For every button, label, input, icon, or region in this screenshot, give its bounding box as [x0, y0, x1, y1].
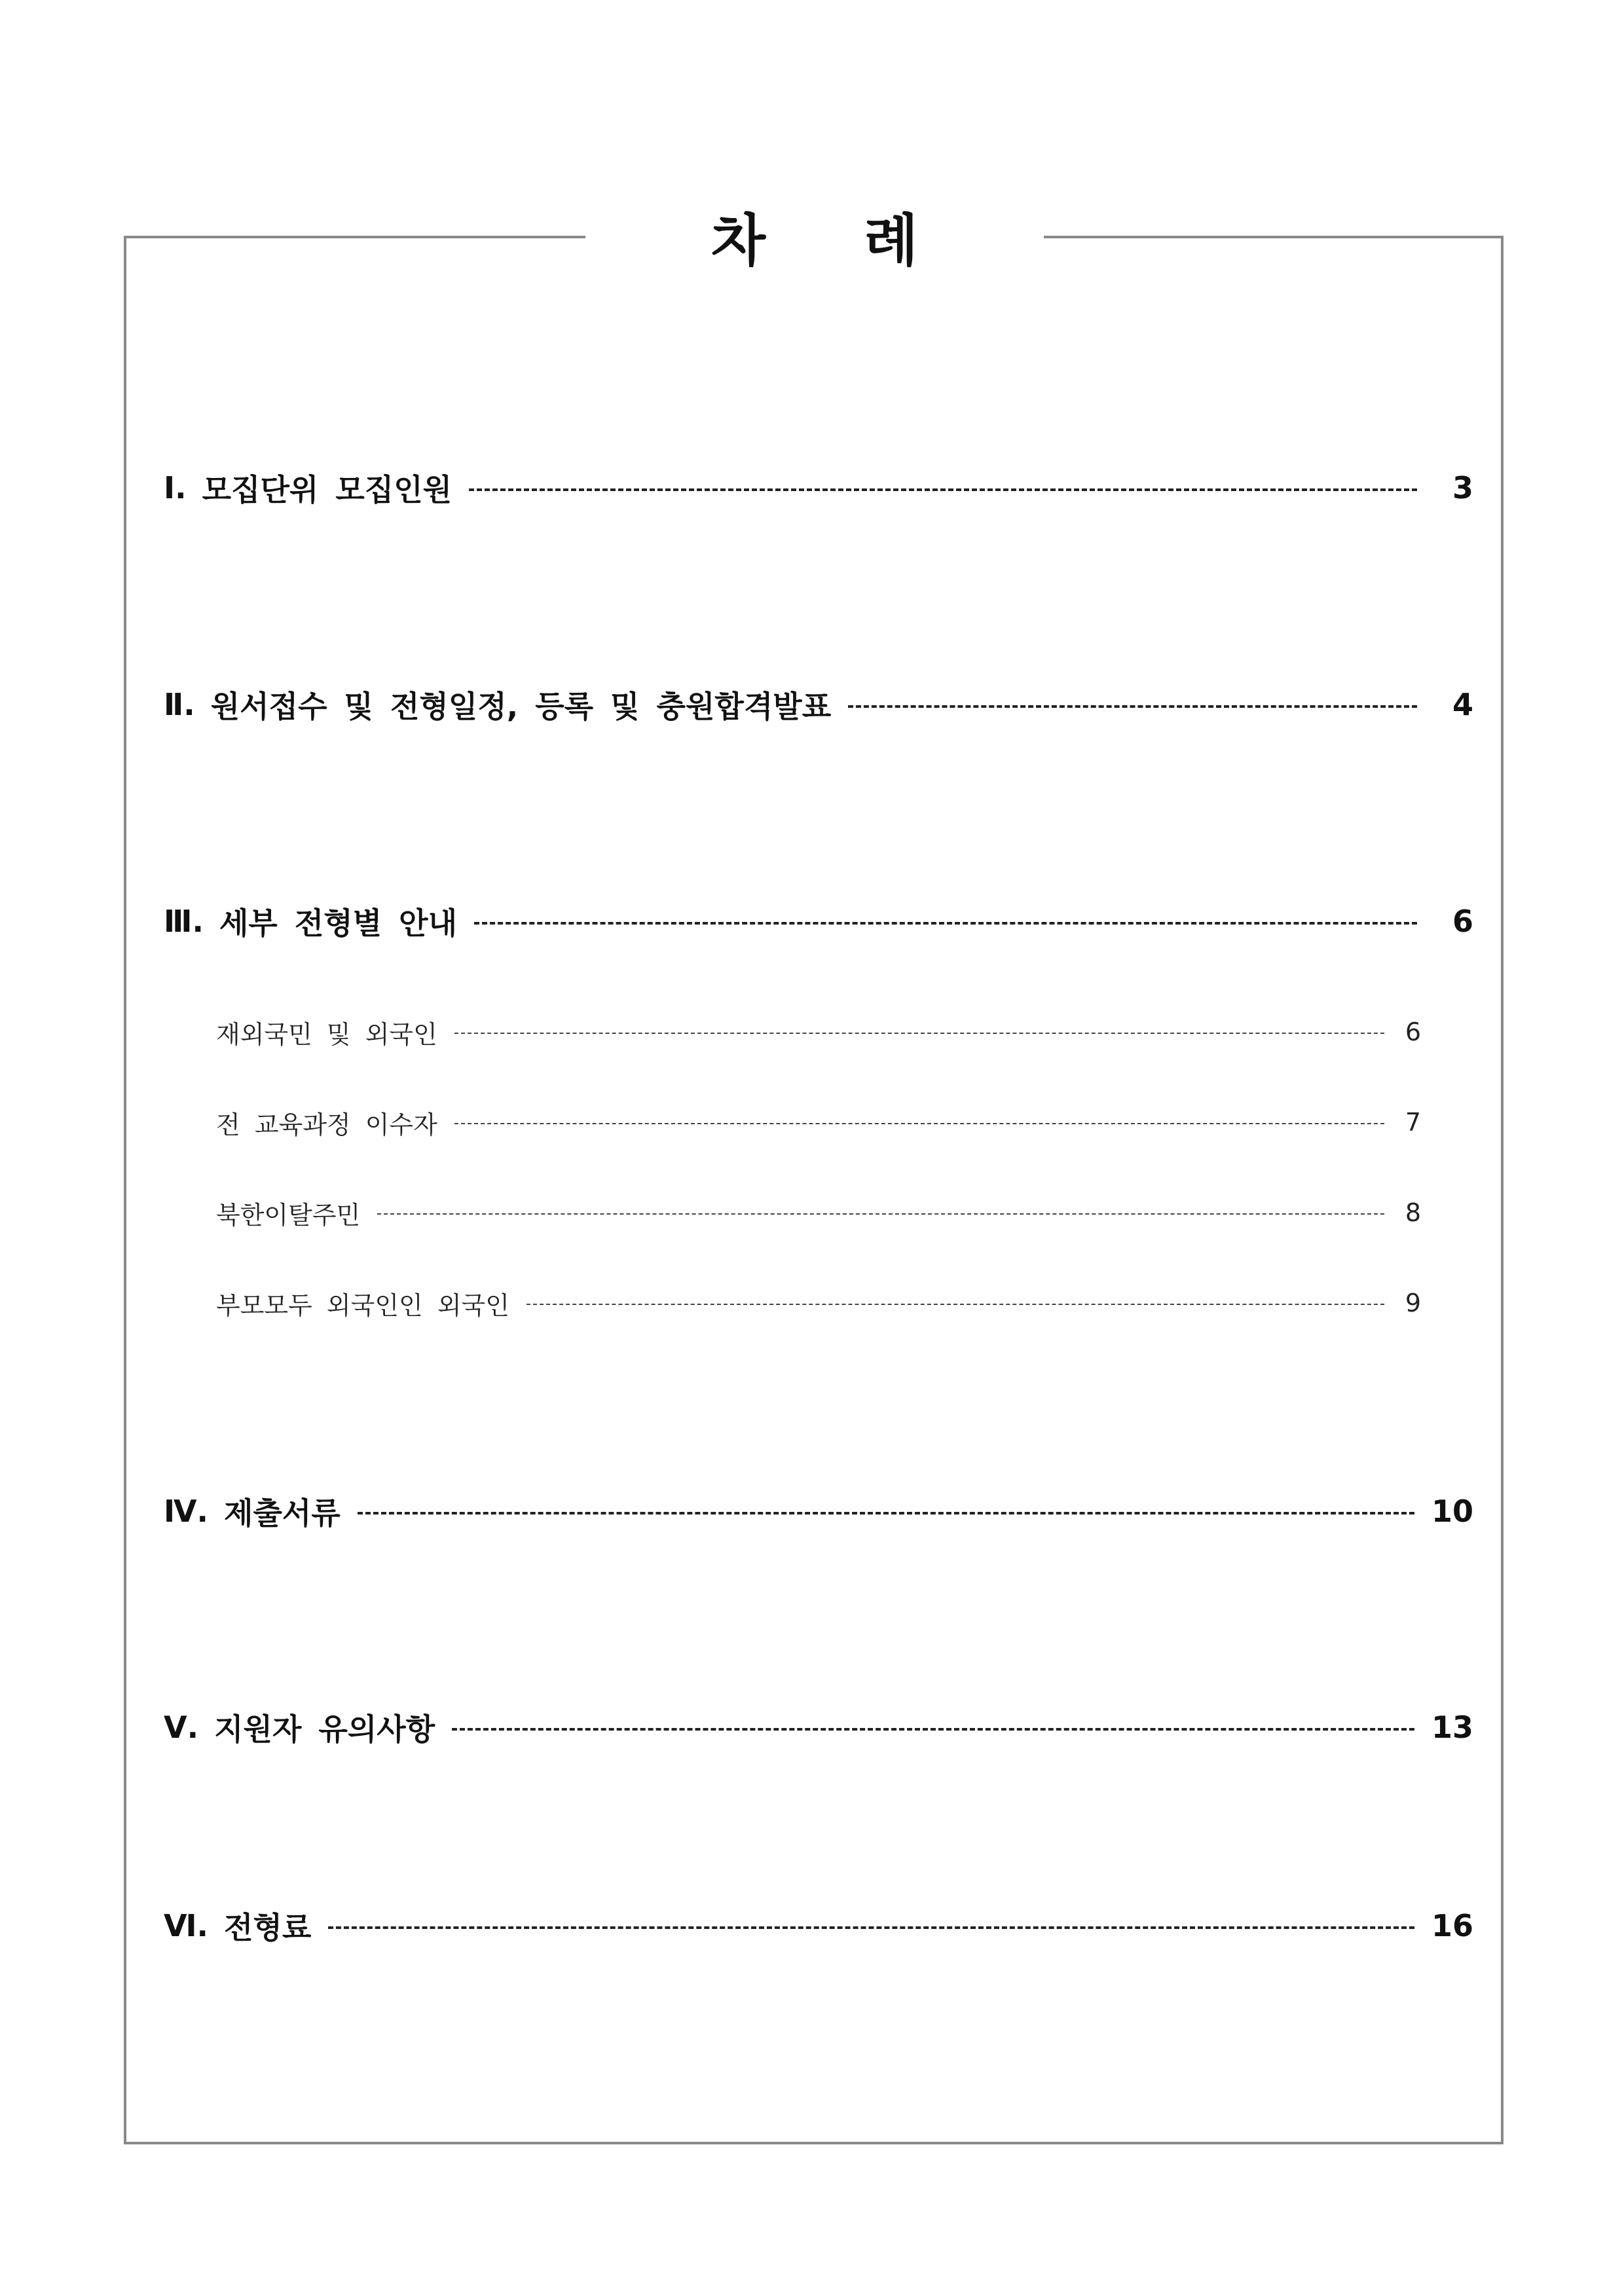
dot-leader	[474, 922, 1417, 925]
toc-entry-number: Ⅴ.	[164, 1710, 199, 1745]
toc-subentry-4[interactable]	[216, 1283, 1421, 1323]
dot-leader	[377, 1213, 1384, 1215]
toc-entry-page: 6	[1452, 904, 1473, 939]
toc-entry-5[interactable]	[164, 1701, 1473, 1753]
toc-subentry-label: 북한이탈주민	[216, 1200, 361, 1230]
toc-subentry-3[interactable]	[216, 1193, 1421, 1232]
dot-leader	[328, 1926, 1414, 1929]
toc-entry-page: 4	[1452, 687, 1473, 722]
toc-subentry-label: 부모모두 외국인인 외국인	[216, 1291, 509, 1320]
toc-entry-3[interactable]	[164, 895, 1473, 947]
toc-subentry-page: 9	[1405, 1289, 1421, 1317]
toc-entry-number: Ⅳ.	[164, 1494, 209, 1529]
dot-leader	[358, 1512, 1414, 1515]
toc-entry-label: 전형료	[224, 1910, 312, 1945]
toc-entry-page: 13	[1431, 1710, 1473, 1745]
dot-leader	[454, 1033, 1384, 1034]
toc-subentry-page: 8	[1405, 1198, 1421, 1227]
toc-entry-6[interactable]	[164, 1900, 1473, 1952]
dot-leader	[454, 1123, 1384, 1124]
toc-entry-2[interactable]	[164, 678, 1473, 731]
dot-leader	[469, 488, 1417, 491]
page-title: 차 례	[710, 208, 958, 274]
toc-entry-number: Ⅵ.	[164, 1908, 209, 1943]
toc-entry-label: 세부 전형별 안내	[219, 906, 458, 941]
dot-leader	[452, 1728, 1414, 1731]
toc-subentry-label: 재외국민 및 외국인	[216, 1019, 437, 1049]
toc-entry-page: 16	[1431, 1908, 1473, 1943]
toc-entry-number: Ⅱ.	[164, 687, 195, 722]
toc-entry-label: 원서접수 및 전형일정, 등록 및 충원합격발표	[210, 689, 832, 724]
toc-entry-label: 모집단위 모집인원	[202, 472, 452, 507]
dot-leader	[848, 705, 1417, 708]
toc-entry-4[interactable]	[164, 1485, 1473, 1537]
toc-entry-1[interactable]	[164, 462, 1473, 514]
toc-entry-page: 3	[1452, 470, 1473, 505]
toc-subentry-1[interactable]	[216, 1012, 1421, 1052]
toc-subentry-page: 6	[1405, 1018, 1421, 1046]
toc-frame	[124, 236, 1504, 2144]
toc-entry-number: Ⅲ.	[164, 904, 204, 939]
toc-entry-label: 지원자 유의사항	[214, 1712, 435, 1747]
dot-leader	[526, 1304, 1384, 1305]
toc-entry-page: 10	[1431, 1494, 1473, 1529]
toc-entry-number: Ⅰ.	[164, 470, 187, 505]
toc-subentry-page: 7	[1405, 1108, 1421, 1137]
toc-subentry-label: 전 교육과정 이수자	[216, 1110, 437, 1139]
toc-entry-label: 제출서류	[224, 1496, 341, 1531]
toc-subentry-2[interactable]	[216, 1103, 1421, 1142]
